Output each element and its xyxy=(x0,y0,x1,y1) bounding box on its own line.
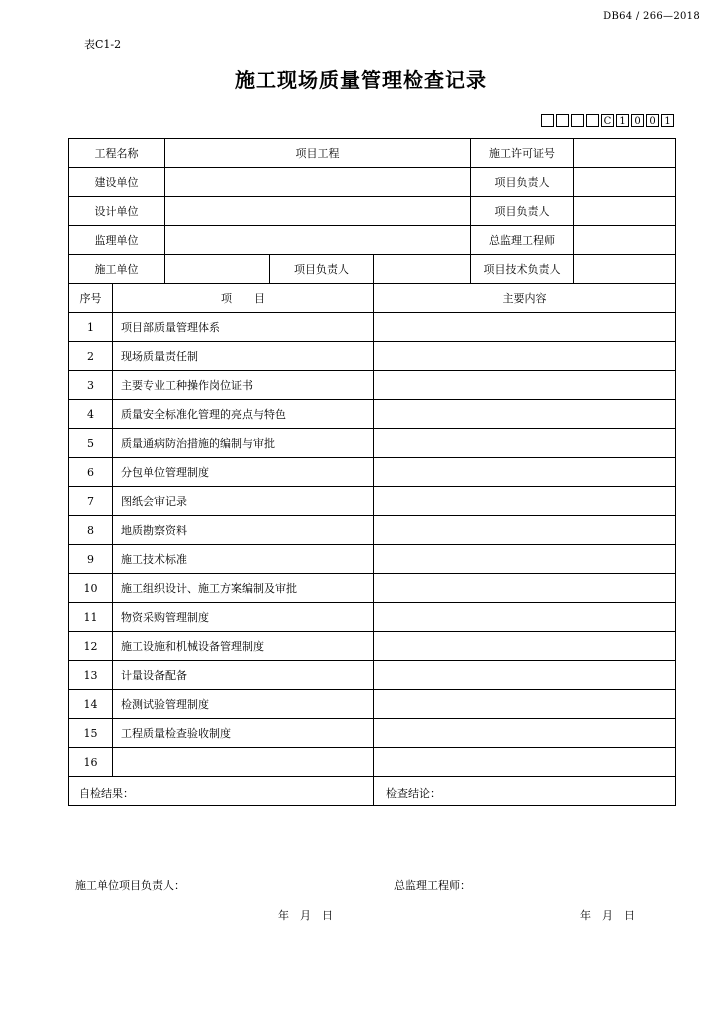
self-check-label: 自检结果： xyxy=(79,787,134,800)
row-item: 施工组织设计、施工方案编制及审批 xyxy=(113,574,374,603)
table-row xyxy=(69,545,676,574)
record-code-boxes xyxy=(541,114,674,127)
row-content[interactable] xyxy=(374,342,676,371)
table-row xyxy=(69,632,676,661)
row-content[interactable] xyxy=(374,632,676,661)
row-content[interactable] xyxy=(374,719,676,748)
builder-label: 建设单位 xyxy=(69,168,165,197)
table-row xyxy=(69,313,676,342)
table-row xyxy=(69,603,676,632)
conclusion-cell[interactable] xyxy=(374,777,676,922)
designer-value[interactable] xyxy=(165,197,471,226)
row-content[interactable] xyxy=(374,545,676,574)
code-cell[interactable] xyxy=(556,114,569,127)
code-cell[interactable] xyxy=(541,114,554,127)
table-row xyxy=(69,487,676,516)
info-row-builder xyxy=(69,168,676,197)
code-cell[interactable] xyxy=(571,114,584,127)
code-cell: 0 xyxy=(631,114,644,127)
row-no: 2 xyxy=(69,342,113,371)
row-content[interactable] xyxy=(374,313,676,342)
conclusion-label: 检查结论： xyxy=(386,787,441,800)
code-cell: 0 xyxy=(646,114,659,127)
builder-pm-label: 项目负责人 xyxy=(471,168,574,197)
permit-label: 施工许可证号 xyxy=(471,139,574,168)
column-header-content: 主要内容 xyxy=(374,284,676,313)
builder-value[interactable] xyxy=(165,168,471,197)
row-content[interactable] xyxy=(374,429,676,458)
permit-value[interactable] xyxy=(574,139,676,168)
code-cell: 1 xyxy=(616,114,629,127)
left-date-label: 年 月 日 xyxy=(278,909,333,922)
right-date-label: 年 月 日 xyxy=(580,909,635,922)
row-content[interactable] xyxy=(374,458,676,487)
row-item xyxy=(113,748,374,777)
row-no: 10 xyxy=(69,574,113,603)
row-content[interactable] xyxy=(374,400,676,429)
row-no: 8 xyxy=(69,516,113,545)
contractor-label: 施工单位 xyxy=(69,255,165,284)
row-item: 项目部质量管理体系 xyxy=(113,313,374,342)
row-no: 1 xyxy=(69,313,113,342)
table-row xyxy=(69,748,676,777)
supervisor-signer-label: 总监理工程师： xyxy=(394,879,471,892)
row-no: 11 xyxy=(69,603,113,632)
chief-engineer-label: 总监理工程师 xyxy=(471,226,574,255)
row-no: 3 xyxy=(69,371,113,400)
supervisor-value[interactable] xyxy=(165,226,471,255)
row-item: 现场质量责任制 xyxy=(113,342,374,371)
tech-lead-label: 项目技术负责人 xyxy=(471,255,574,284)
row-item: 工程质量检查验收制度 xyxy=(113,719,374,748)
table-row xyxy=(69,371,676,400)
row-no: 12 xyxy=(69,632,113,661)
row-no: 5 xyxy=(69,429,113,458)
row-no: 7 xyxy=(69,487,113,516)
info-row-supervisor xyxy=(69,226,676,255)
row-content[interactable] xyxy=(374,748,676,777)
row-content[interactable] xyxy=(374,603,676,632)
row-no: 6 xyxy=(69,458,113,487)
contractor-value[interactable] xyxy=(165,255,270,284)
project-name-value[interactable]: 项目工程 xyxy=(165,139,471,168)
row-no: 14 xyxy=(69,690,113,719)
row-content[interactable] xyxy=(374,516,676,545)
row-no: 4 xyxy=(69,400,113,429)
project-name-label: 工程名称 xyxy=(69,139,165,168)
row-no: 15 xyxy=(69,719,113,748)
code-cell[interactable] xyxy=(586,114,599,127)
contractor-signer-label: 施工单位项目负责人： xyxy=(75,879,185,892)
row-item: 检测试验管理制度 xyxy=(113,690,374,719)
form-number: 表C1-2 xyxy=(84,38,122,51)
row-item: 质量安全标准化管理的亮点与特色 xyxy=(113,400,374,429)
column-header-no: 序号 xyxy=(69,284,113,313)
row-no: 9 xyxy=(69,545,113,574)
designer-pm-value[interactable] xyxy=(574,197,676,226)
table-row xyxy=(69,516,676,545)
designer-label: 设计单位 xyxy=(69,197,165,226)
table-row xyxy=(69,400,676,429)
row-item: 分包单位管理制度 xyxy=(113,458,374,487)
row-item: 质量通病防治措施的编制与审批 xyxy=(113,429,374,458)
inspection-table xyxy=(68,138,676,922)
info-row-designer xyxy=(69,197,676,226)
row-content[interactable] xyxy=(374,661,676,690)
row-content[interactable] xyxy=(374,690,676,719)
row-no: 13 xyxy=(69,661,113,690)
table-row xyxy=(69,719,676,748)
table-row xyxy=(69,574,676,603)
contractor-pm-value[interactable] xyxy=(374,255,471,284)
designer-pm-label: 项目负责人 xyxy=(471,197,574,226)
table-row xyxy=(69,690,676,719)
column-header-item: 项 目 xyxy=(113,284,374,313)
row-item: 施工设施和机械设备管理制度 xyxy=(113,632,374,661)
row-item: 地质勘察资料 xyxy=(113,516,374,545)
list-header-row xyxy=(69,284,676,313)
info-row-contractor xyxy=(69,255,676,284)
row-item: 计量设备配备 xyxy=(113,661,374,690)
row-content[interactable] xyxy=(374,487,676,516)
row-content[interactable] xyxy=(374,574,676,603)
page-title: 施工现场质量管理检查记录 xyxy=(235,68,487,92)
table-row xyxy=(69,429,676,458)
standard-number: DB64 / 266—2018 xyxy=(603,11,700,22)
row-item: 物资采购管理制度 xyxy=(113,603,374,632)
code-cell: C xyxy=(601,114,614,127)
supervisor-label: 监理单位 xyxy=(69,226,165,255)
signature-row xyxy=(69,777,676,806)
row-item: 图纸会审记录 xyxy=(113,487,374,516)
info-row-project xyxy=(69,139,676,168)
table-row xyxy=(69,342,676,371)
self-check-cell[interactable] xyxy=(69,777,374,922)
code-cell: 1 xyxy=(661,114,674,127)
chief-engineer-value[interactable] xyxy=(574,226,676,255)
row-no: 16 xyxy=(69,748,113,777)
contractor-pm-label: 项目负责人 xyxy=(270,255,374,284)
table-row xyxy=(69,458,676,487)
row-content[interactable] xyxy=(374,371,676,400)
builder-pm-value[interactable] xyxy=(574,168,676,197)
row-item: 施工技术标准 xyxy=(113,545,374,574)
tech-lead-value[interactable] xyxy=(574,255,676,284)
table-row xyxy=(69,661,676,690)
row-item: 主要专业工种操作岗位证书 xyxy=(113,371,374,400)
